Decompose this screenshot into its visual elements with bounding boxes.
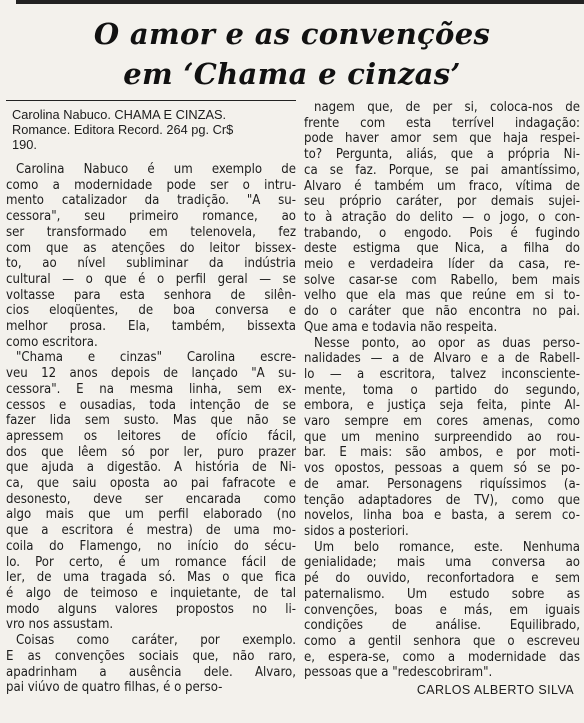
text-line: lo. Por certo, é um romance fácil de <box>6 554 296 570</box>
paragraph <box>6 350 296 633</box>
right-column-text <box>304 100 580 681</box>
text-line: Que ama e todavia não respeita. <box>304 319 498 335</box>
text-line: pode haver amor sem que haja respei- <box>304 131 580 147</box>
text-line: pai viúvo de quatro filhas, é o perso- <box>6 680 223 696</box>
text-line: cessora", seu primeiro romance, ao <box>6 209 296 225</box>
article-body <box>6 100 578 723</box>
text-line: meio e verdadeira líder da casa, re- <box>304 257 580 273</box>
text-line: solve casar-se com Rabello, bem mais <box>304 272 580 288</box>
top-rule <box>16 0 584 4</box>
text-line: cessos e ousadias, toda intenção de se <box>6 397 296 413</box>
left-column <box>6 100 296 696</box>
text-line: seu próprio caráter, por demais sujei- <box>304 194 580 210</box>
text-line: embora, e justiça seja feita, pinte Al- <box>304 398 580 414</box>
left-column-text <box>6 162 296 696</box>
text-line: genialidade; mais uma conversa ao <box>304 555 580 571</box>
text-line: pessoas que a "redescobriram". <box>304 665 493 681</box>
text-line: vro nos assustam. <box>6 617 114 633</box>
text-line: mento catalizador da tradição. "A su- <box>6 193 296 209</box>
credit-line: Romance. Editora Record. 264 pg. Cr$ <box>12 122 234 137</box>
text-line: tenção adaptadores de TV), como que <box>304 492 580 508</box>
author-byline: CARLOS ALBERTO SILVA <box>416 683 574 698</box>
text-line: que a escritora é mestra) de uma mo- <box>6 523 296 539</box>
text-line: ca se faz. Porque, se pai amantíssimo, <box>304 162 580 178</box>
text-line: voltasse para esta senhora de silên- <box>6 287 296 303</box>
text-line: bar. E mais: são ambos, e por moti- <box>304 445 580 461</box>
text-line: pé do ouvido, reconfortadora e sem <box>304 571 580 587</box>
text-line: do o caráter que não encontra no pai. <box>304 304 580 320</box>
text-line: nalidades — a de Alvaro e a de Rabell- <box>304 351 580 367</box>
text-line: ser transformado em telenovela, fez <box>6 224 296 240</box>
text-line: to à atração do delito — o jogo, o con- <box>304 209 580 225</box>
paragraph <box>304 336 580 540</box>
text-line: velho que ela mas que reúne em si to- <box>304 288 580 304</box>
paragraph <box>304 100 580 336</box>
headline-line-2: em ‘Chama e cinzas’ <box>123 57 461 91</box>
paragraph <box>6 633 296 696</box>
text-line: lo — a escritora, talvez inconsciente- <box>304 366 580 382</box>
text-line: Carolina Nabuco é um exemplo de <box>16 162 296 177</box>
text-line: desonesto, deve ser encarada como <box>6 491 296 507</box>
text-line: fazer lida sem susto. Mas que não se <box>6 413 296 429</box>
text-line: Alvaro é também um fraco, vítima de <box>304 178 580 194</box>
text-line: ler, de uma tragada só. Mas o que fica <box>6 570 296 586</box>
text-line: frente com esta terrível indagação: <box>304 115 580 131</box>
text-line: condições de análise. Equilibrado, <box>304 618 580 634</box>
text-line: apadrinham a ausência dele. Alvaro, <box>6 664 296 680</box>
text-line: cultural — o que é o perfil geral — se <box>6 271 296 287</box>
text-line: como a gentil senhora que o escreveu <box>304 633 580 649</box>
text-line: como a modernidade pode ser o intru- <box>6 177 296 193</box>
text-line: sidos a posteriori. <box>304 523 409 539</box>
text-line: "Chama e cinzas" Carolina escre- <box>16 350 296 366</box>
text-line: e, espera-se, como a modernidade das <box>304 649 580 665</box>
text-line: algo mais que um perfil elaborado (no <box>6 507 296 523</box>
text-line: modo alguns valores propostos no li- <box>6 601 296 617</box>
text-line: paternalismo. Um estudo sobre as <box>304 586 580 602</box>
text-line: melhor prosa. Ela, também, bissexta <box>6 319 296 335</box>
text-line: mente, toma o partido do segundo, <box>304 382 580 398</box>
text-line: cessora". E na mesma linha, sem ex- <box>6 381 296 397</box>
paragraph <box>6 162 296 350</box>
text-line: dos que lêem só por ler, puro prazer <box>6 444 296 460</box>
text-line: apressem os leitores de ofício fácil, <box>6 428 296 444</box>
text-line: convenções, boas e más, em iguais <box>304 602 580 618</box>
text-line: de amar. Personagens riquíssimos (a- <box>304 476 580 492</box>
text-line: que ajuda a digestão. A história de Ni- <box>6 460 296 476</box>
text-line: com que as atenções do leitor bissex- <box>6 240 296 256</box>
credit-line: Carolina Nabuco. CHAMA E CINZAS. <box>12 107 227 122</box>
text-line: veu 12 anos depois de lançado "A su- <box>6 366 296 382</box>
text-line: to? Pergunta, aliás, que a própria Ni- <box>304 147 580 163</box>
paragraph <box>304 540 580 681</box>
article-headline <box>0 14 584 94</box>
text-line: Um belo romance, este. Nenhuma <box>314 539 580 555</box>
text-line: deste estigma que Nica, a filha do <box>304 241 580 257</box>
text-line: novelos, linha boa e basta, a serem co- <box>304 508 580 524</box>
right-column <box>304 100 580 699</box>
headline-line-1: O amor e as convenções <box>93 17 491 51</box>
text-line: Coisas como caráter, por exemplo. <box>16 633 296 649</box>
text-line: é algo de teimoso e inquietante, de tal <box>6 585 296 601</box>
text-line: nagem que, de per si, coloca-nos de <box>314 100 580 115</box>
text-line: como escritora. <box>6 334 98 350</box>
text-line: varo sempre em cores amenas, como <box>304 414 580 430</box>
text-line: trabando, o engodo. Pois é fugindo <box>304 225 580 241</box>
text-line: ca, que saiu oposta ao pai fafracote e <box>6 476 296 492</box>
text-line: que um menino surpreendido ao rou- <box>304 429 580 445</box>
text-line: to, ao nível subliminar da indústria <box>6 256 296 272</box>
text-line: vos opostos, pessoas a quem só se po- <box>304 461 580 477</box>
text-line: coila do Flamengo, no início do sécu- <box>6 538 296 554</box>
text-line: Nesse ponto, ao opor as duas perso- <box>314 335 580 351</box>
book-credit <box>6 100 296 156</box>
text-line: E as convenções sociais que, não raro, <box>6 648 296 664</box>
text-line: cios eloqüentes, de boa conversa e <box>6 303 296 319</box>
credit-line: 190. <box>12 137 37 152</box>
